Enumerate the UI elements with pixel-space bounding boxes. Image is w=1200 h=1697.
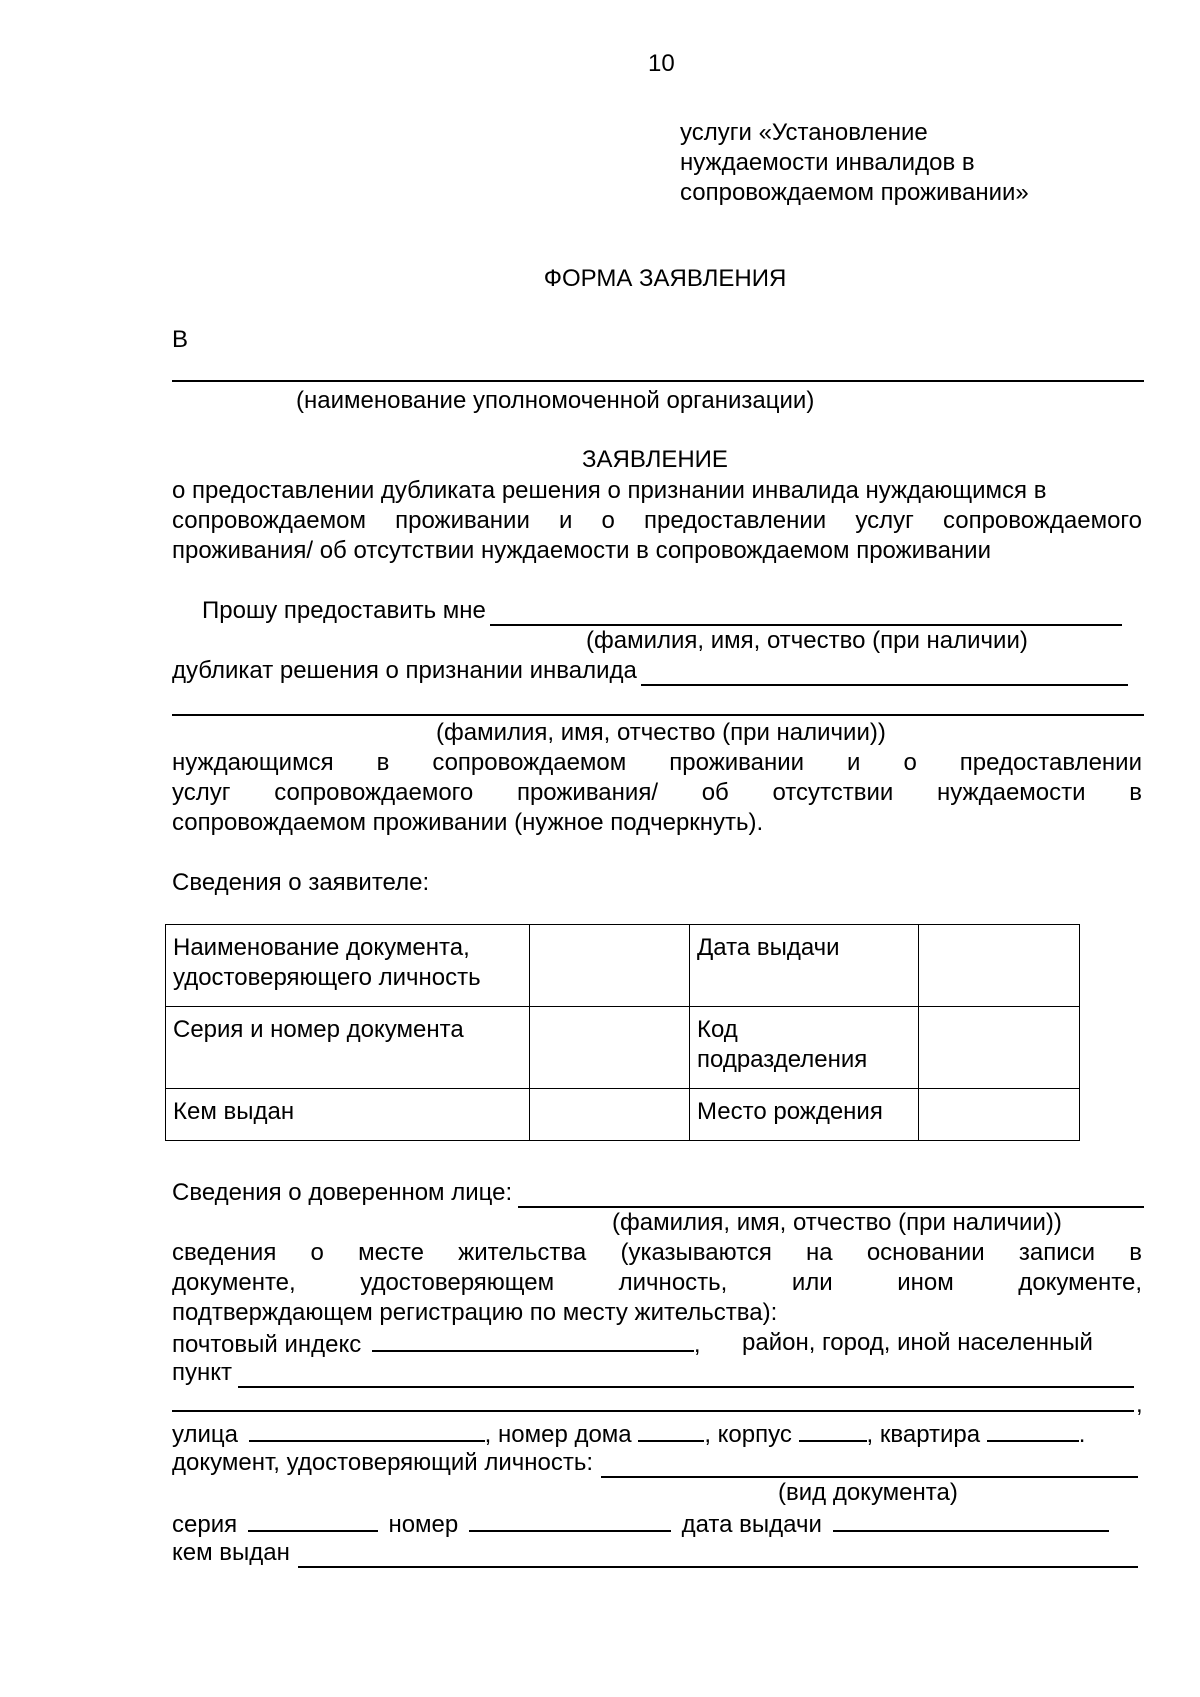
request-body-line-2: услуг сопровождаемого проживания/ об отсутствии нуждаемости в <box>172 779 1142 806</box>
document-row <box>172 1448 1138 1478</box>
locality-field-line[interactable] <box>238 1364 1134 1388</box>
table-cell-value[interactable] <box>919 1007 1080 1089</box>
korpus-field-line[interactable] <box>799 1418 867 1442</box>
locality-label: район, город, иной населенный <box>742 1329 1093 1356</box>
request-prompt: Прошу предоставить мне <box>202 597 486 624</box>
header-note-line-1: услуги «Установление <box>680 119 928 146</box>
document-type-field-line[interactable] <box>601 1454 1138 1478</box>
street-label: улица <box>172 1421 238 1448</box>
page-number: 10 <box>648 50 675 77</box>
number-field-line[interactable] <box>469 1508 671 1532</box>
applicant-heading: Сведения о заявителе: <box>172 869 430 896</box>
organization-caption: (наименование уполномоченной организации) <box>296 387 815 414</box>
residence-line-1: сведения о месте жительства (указываются на основании записи в <box>172 1239 1142 1266</box>
number-label: номер <box>388 1511 459 1538</box>
table-cell-label: Кем выдан <box>166 1089 530 1141</box>
form-title: ФОРМА ЗАЯВЛЕНИЯ <box>543 265 787 292</box>
apartment-label: , квартира <box>866 1421 981 1448</box>
table-cell-value[interactable] <box>530 1007 690 1089</box>
request-row <box>202 596 1122 626</box>
locality-field-line-2[interactable] <box>172 1410 1134 1412</box>
table-row <box>166 1007 1080 1089</box>
trusted-person-fio-caption: (фамилия, имя, отчество (при наличии)) <box>612 1209 1062 1236</box>
document-type-caption: (вид документа) <box>778 1479 958 1506</box>
punkt-row <box>172 1358 1134 1388</box>
application-subtitle-line-1: о предоставлении дубликата решения о признании инвалида нуждающимся в <box>172 477 1047 504</box>
address-row <box>172 1418 1085 1450</box>
residence-line-2: документе, удостоверяющем личность, или ином документе, <box>172 1269 1142 1296</box>
table-cell-value[interactable] <box>530 1089 690 1141</box>
table-cell-label: Серия и номер документа <box>166 1007 530 1089</box>
organization-field-line[interactable] <box>172 380 1144 382</box>
house-label: , номер дома <box>484 1421 632 1448</box>
postal-index-label: почтовый индекс <box>172 1331 362 1358</box>
issued-by-label: кем выдан <box>172 1539 290 1566</box>
header-note-line-2: нуждаемости инвалидов в <box>680 149 975 176</box>
application-title: ЗАЯВЛЕНИЕ <box>582 446 728 473</box>
series-field-line[interactable] <box>248 1508 378 1532</box>
request-body-line-1: нуждающимся в сопровождаемом проживании и о предоставлении <box>172 749 1142 776</box>
postal-index-field-line[interactable] <box>372 1328 694 1352</box>
table-row <box>166 1089 1080 1141</box>
invalid-fio-field-line[interactable] <box>641 662 1128 686</box>
house-field-line[interactable] <box>638 1418 704 1442</box>
invalid-fio-caption: (фамилия, имя, отчество (при наличии)) <box>436 719 886 746</box>
issue-date-label: дата выдачи <box>681 1511 822 1538</box>
series-label: серия <box>172 1511 238 1538</box>
applicant-fio-caption: (фамилия, имя, отчество (при наличии) <box>586 627 1028 654</box>
locality-comma: , <box>1136 1391 1143 1418</box>
application-subtitle-line-3: проживания/ об отсутствии нуждаемости в сопровождаемом проживании <box>172 537 991 564</box>
apartment-field-line[interactable] <box>987 1418 1079 1442</box>
duplicate-label: дубликат решения о признании инвалида <box>172 657 637 684</box>
korpus-label: , корпус <box>704 1421 792 1448</box>
punkt-label: пункт <box>172 1359 233 1386</box>
table-cell-value[interactable] <box>919 1089 1080 1141</box>
issued-by-field-line[interactable] <box>298 1544 1138 1568</box>
table-cell-value[interactable] <box>919 925 1080 1007</box>
trusted-person-row <box>172 1178 1144 1208</box>
issue-date-field-line[interactable] <box>833 1508 1109 1532</box>
table-cell-value[interactable] <box>530 925 690 1007</box>
application-subtitle-line-2: сопровождаемом проживании и о предоставлении услуг сопровождаемого <box>172 507 1142 534</box>
trusted-person-label: Сведения о доверенном лице: <box>172 1179 513 1206</box>
duplicate-row <box>172 656 1128 686</box>
document-label: документ, удостоверяющий личность: <box>172 1449 594 1476</box>
table-cell-label: Код подразделения <box>690 1007 919 1089</box>
street-field-line[interactable] <box>249 1418 485 1442</box>
applicant-fio-field-line[interactable] <box>490 602 1122 626</box>
request-body-line-3: сопровождаемом проживании (нужное подчеркнуть). <box>172 809 764 836</box>
issued-by-row <box>172 1538 1138 1568</box>
applicant-info-table <box>165 924 1080 1141</box>
postal-separator: , <box>693 1331 701 1358</box>
series-row <box>172 1508 1109 1540</box>
residence-line-3: подтверждающем регистрацию по месту жительства): <box>172 1299 778 1326</box>
address-end-dot: . <box>1078 1421 1086 1448</box>
to-label: В <box>172 326 189 353</box>
invalid-fio-field-line-2[interactable] <box>172 714 1144 716</box>
table-cell-label: Наименование документа, удостоверяющего личность <box>166 925 530 1007</box>
trusted-person-fio-field-line[interactable] <box>518 1184 1144 1208</box>
table-cell-label: Дата выдачи <box>690 925 919 1007</box>
table-row <box>166 925 1080 1007</box>
header-note-line-3: сопровождаемом проживании» <box>680 179 1029 206</box>
table-cell-label: Место рождения <box>690 1089 919 1141</box>
postal-row <box>172 1328 701 1360</box>
